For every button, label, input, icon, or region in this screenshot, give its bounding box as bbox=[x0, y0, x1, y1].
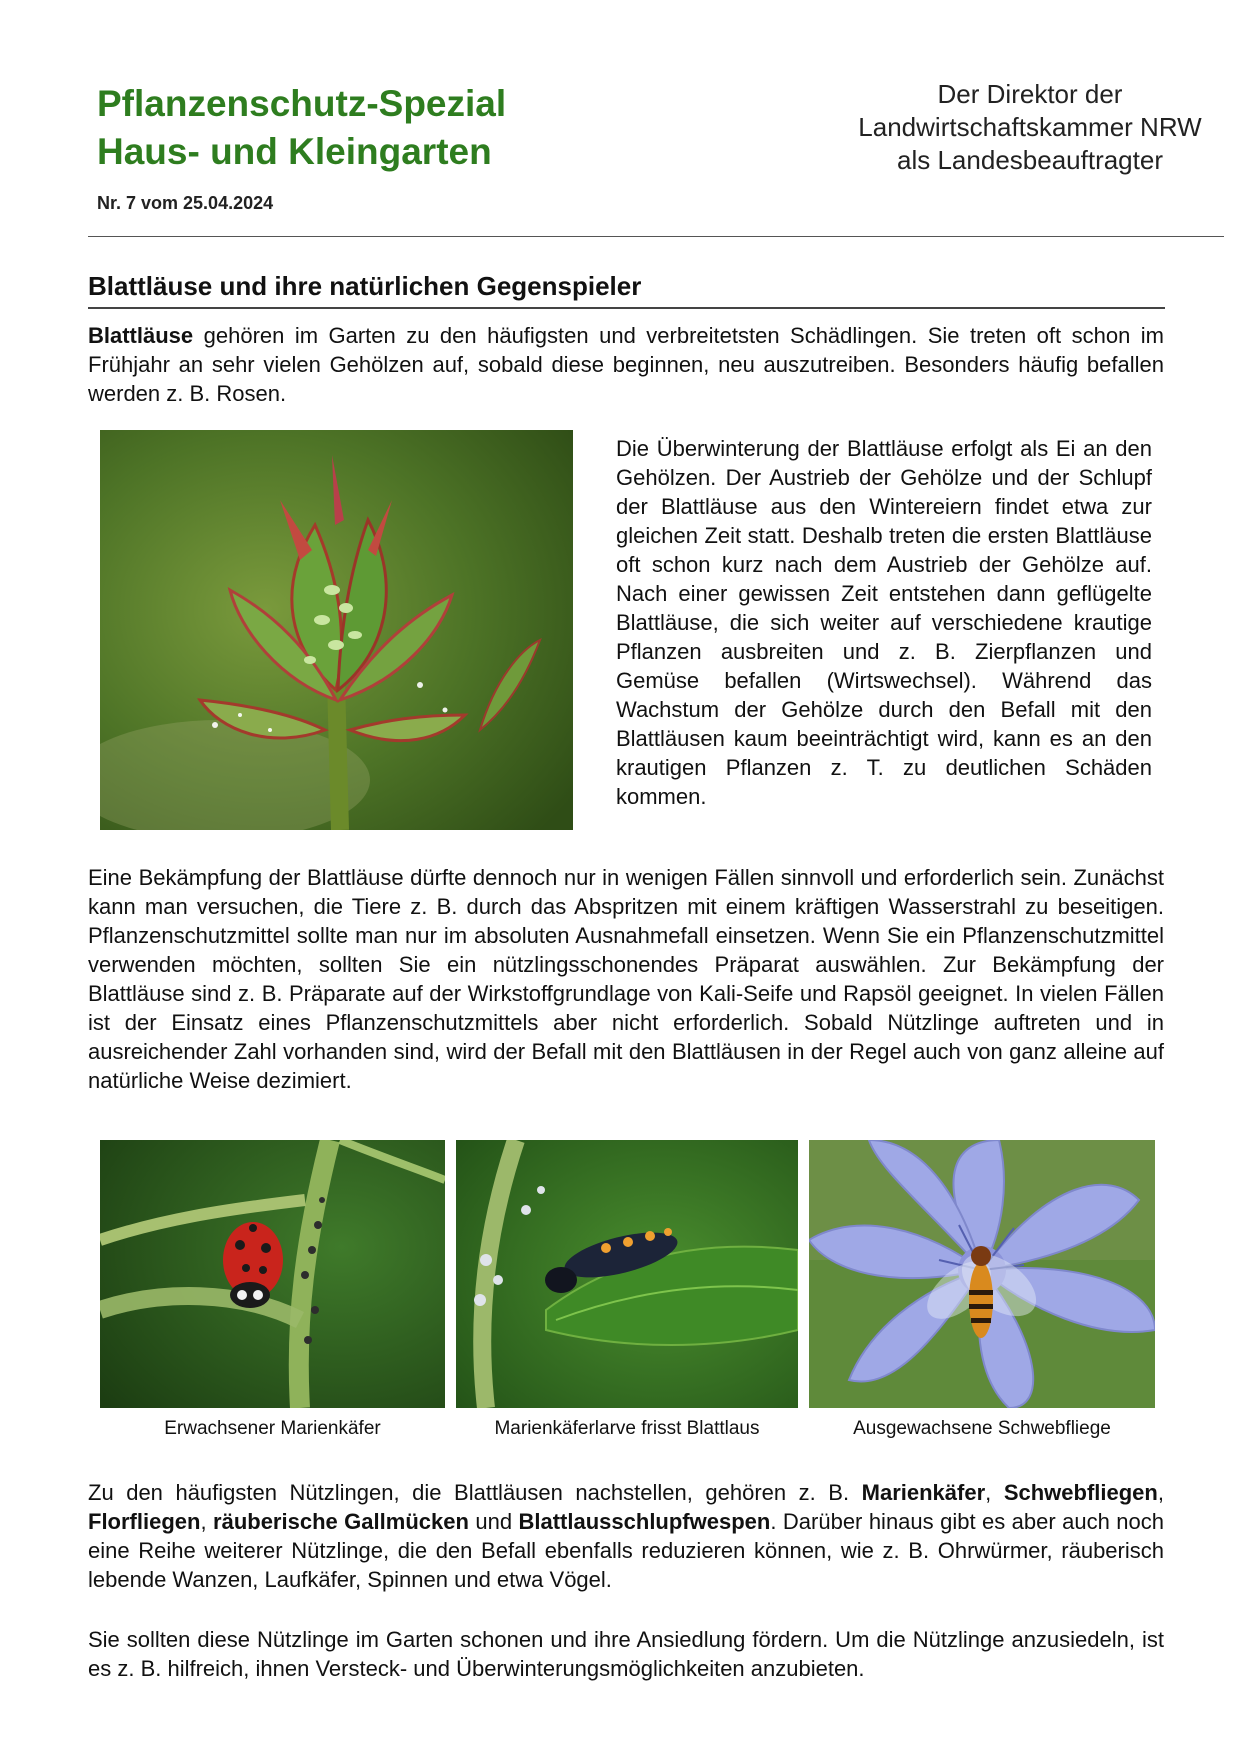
authority-line2: Landwirtschaftskammer NRW bbox=[858, 112, 1202, 142]
closing-paragraph: Sie sollten diese Nützlinge im Garten schonen und ihre Ansiedlung fördern. Um die Nützlinge anzusiedeln, ist es z. B. hilfreich, ihnen Versteck- und Überwinterungsmöglichkeiten anzubieten. bbox=[88, 1627, 1164, 1681]
beneficial-gall-midges: räuberische Gallmücken bbox=[213, 1509, 469, 1534]
ladybird-larva-photo bbox=[456, 1140, 798, 1408]
control-paragraph: Eine Bekämpfung der Blattläuse dürfte dennoch nur in wenigen Fällen sinnvoll und erforderlich sein. Zunächst kann man versuchen, die Tiere z. B. durch das Abspritzen mit einem kräftigen Wasserstrahl zu beseitigen. Pflanzenschutzmittel sollte man nur im absoluten Ausnahmefall einsetzen. Wenn Sie ein Pflanzenschutzmittel verwenden möchten, sollten Sie ein nützlingsschonendes Präparat auswählen. Zur Bekämpfung der Blattläuse sind z. B. Präparate auf der Wirkstoffgrundlage von Kali-Seife und Rapsöl geeignet. In vielen Fällen ist der Einsatz eines Pflanzenschutzmittels aber nicht erforderlich. Sobald Nützlinge auftreten und in ausreichender Zahl vorhanden sind, wird der Befall mit den Blattläusen in der Regel auch von ganz alleine auf natürliche Weise dezimiert. bbox=[88, 865, 1164, 1093]
beneficials-sep-1: , bbox=[985, 1480, 1004, 1505]
authority-line1: Der Direktor der bbox=[937, 79, 1123, 109]
publication-title-line2: Haus- und Kleingarten bbox=[97, 131, 492, 172]
authority-line3: als Landesbeauftragter bbox=[897, 145, 1163, 175]
beneficials-text-1: Zu den häufigsten Nützlingen, die Blattläusen nachstellen, gehören z. B. bbox=[88, 1480, 862, 1505]
issuing-authority bbox=[840, 78, 1220, 177]
beneficial-lacewings: Florfliegen bbox=[88, 1509, 201, 1534]
beneficial-parasitoid-wasps: Blattlausschlupfwespen bbox=[518, 1509, 771, 1534]
article-title: Blattläuse und ihre natürlichen Gegenspieler bbox=[88, 271, 642, 301]
caption-ladybird: Erwachsener Marienkäfer bbox=[164, 1418, 381, 1439]
hoverfly-photo bbox=[809, 1140, 1155, 1408]
beneficials-sep-4: und bbox=[468, 1509, 519, 1534]
beneficial-hoverflies: Schwebfliegen bbox=[1003, 1480, 1158, 1505]
caption-ladybird-larva: Marienkäferlarve frisst Blattlaus bbox=[494, 1418, 760, 1439]
publication-title bbox=[97, 80, 506, 176]
beneficials-sep-3: , bbox=[200, 1509, 214, 1534]
issue-number-date: Nr. 7 vom 25.04.2024 bbox=[97, 193, 274, 213]
ladybird-photo bbox=[100, 1140, 445, 1408]
caption-hoverfly: Ausgewachsene Schwebfliege bbox=[853, 1418, 1111, 1439]
beneficials-sep-2: , bbox=[1157, 1480, 1164, 1505]
beneficials-text-2: . Darüber hinaus gibt es aber auch noch eine Reihe weiterer Nützlinge, die den Befall ebenfalls reduzieren können, wie z. B. Ohrwürmer, räuberisch lebende Wanzen, Laufkäfer, Spinnen und etwa Vögel. bbox=[88, 1509, 1164, 1592]
beneficial-ladybirds: Marienkäfer bbox=[861, 1480, 986, 1505]
header-divider bbox=[88, 236, 1224, 237]
beneficials-paragraph bbox=[88, 1478, 1164, 1594]
intro-text: gehören im Garten zu den häufigsten und verbreitetsten Schädlingen. Sie treten oft schon im Frühjahr an sehr vielen Gehölzen auf, sobald diese beginnen, neu auszutreiben. Besonders häufig befallen werden z. B. Rosen. bbox=[88, 323, 1164, 406]
intro-paragraph bbox=[88, 321, 1164, 408]
intro-bold-term: Blattläuse bbox=[88, 323, 194, 348]
title-underline bbox=[88, 307, 1165, 309]
publication-title-line1: Pflanzenschutz-Spezial bbox=[97, 83, 507, 124]
rose-bud-aphids-photo bbox=[100, 430, 573, 830]
overwintering-paragraph: Die Überwinterung der Blattläuse erfolgt als Ei an den Gehölzen. Der Austrieb der Gehölze und der Schlupf der Blattläuse aus den Wintereiern findet etwa zur gleichen Zeit statt. Deshalb treten die ersten Blattläuse oft schon kurz nach dem Austrieb der Gehölze auf. Nach einer gewissen Zeit entstehen dann geflügelte Blattläuse, die sich weiter auf verschiedene krautige Pflanzen ausbreiten und z. B. Zierpflanzen und Gemüse befallen (Wirtswechsel). Während das Wachstum der Gehölze durch den Befall mit den Blattläusen kaum beeinträchtigt wird, kann es an den krautigen Pflanzen z. T. zu deutlichen Schäden kommen. bbox=[616, 436, 1152, 809]
